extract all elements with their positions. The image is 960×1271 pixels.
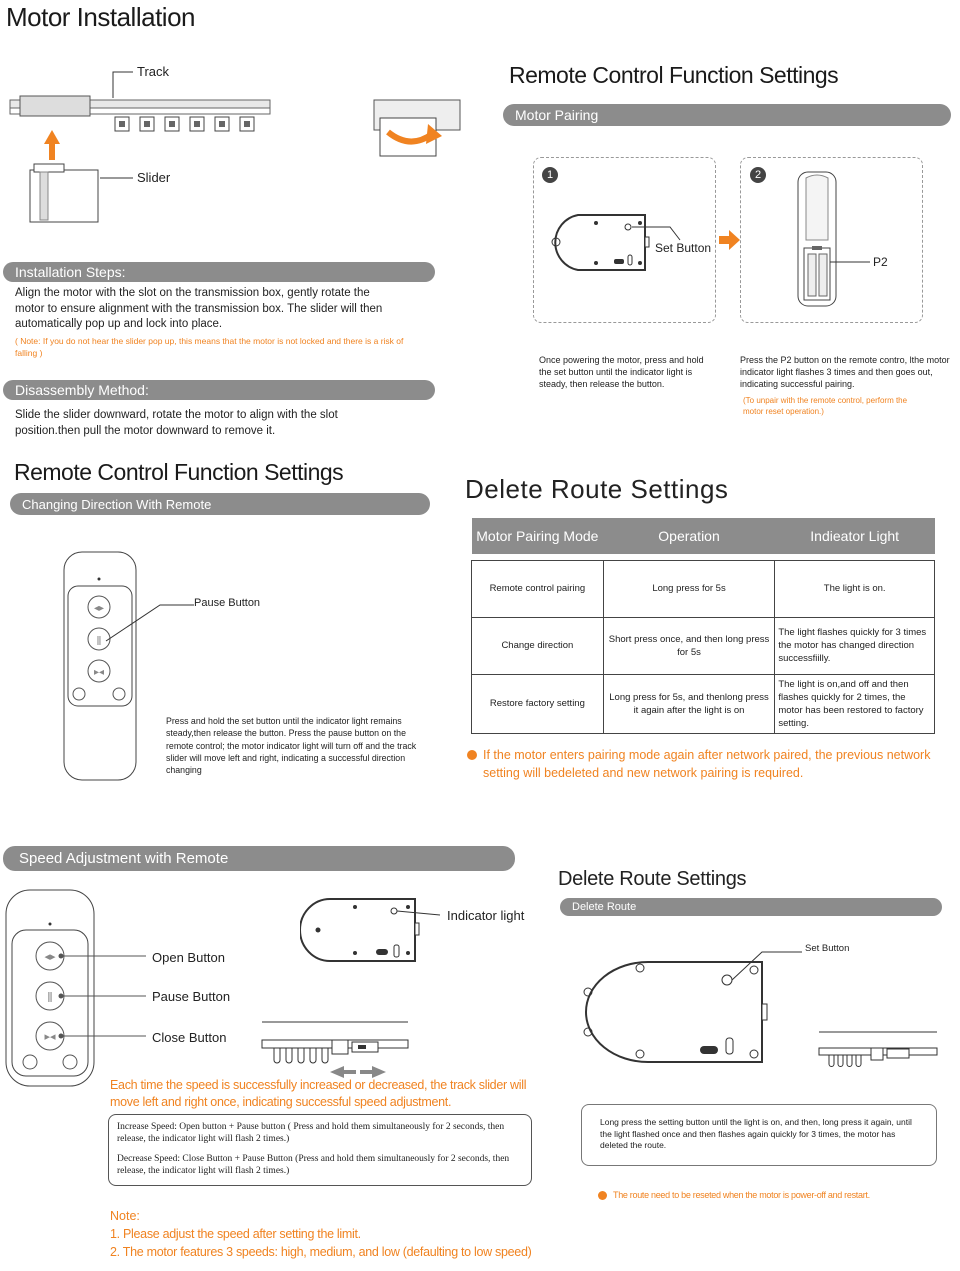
pairing-step2-note: (To unpair with the remote control, perform the motor reset operation.) [743, 396, 908, 416]
step-2-badge: 2 [750, 167, 766, 183]
speed-note-1: 1. Please adjust the speed after setting the limit. [110, 1227, 361, 1241]
table-cell: Long press for 5s, and thenlong press it again after the light is on [603, 674, 775, 733]
table-cell: The light is on. [775, 560, 935, 617]
track-label: Track [137, 64, 170, 79]
svg-text:▸◂: ▸◂ [93, 667, 105, 678]
arrow-right-icon [719, 229, 741, 251]
table-note [467, 746, 947, 782]
set-button-label: Set Button [655, 241, 712, 255]
table-cell: Change direction [472, 617, 604, 674]
delete-route-text: Long press the setting button until the light is on, and then, long press it again, until the light flashed once and then flashes again quickly for 3 times, the motor has deleted the route. [600, 1117, 912, 1150]
installation-steps-header: Installation Steps: [3, 262, 435, 282]
speed-orange-text: Each time the speed is successfully increased or decreased, the track slider will move left and right once, indicating successful speed adjustment. [110, 1078, 527, 1109]
open-button-label: Open Button [152, 950, 225, 965]
table-cell: The light flashes quickly for 3 times the motor has changed direction successfiilly. [775, 617, 935, 674]
direction-text: Press and hold the set button until the indicator light remains steady,then release the button. Press the pause button on the remote control; the motor indicator light will turn off and the track slider will move left and right, indicating a successful direction changing [166, 716, 417, 776]
pairing-title: Remote Control Function Settings [509, 62, 839, 88]
svg-text:◂▸: ◂▸ [44, 950, 56, 963]
table-cell: Short press once, and then long press for 5s [603, 617, 775, 674]
table-note-text: If the motor enters pairing mode again after network paired, the previous network setting will bedeleted and new network pairing is required. [483, 748, 931, 780]
p2-label: P2 [873, 255, 888, 269]
route-settings-table [471, 518, 935, 734]
table-cell: Restore factory setting [472, 674, 604, 733]
speed-adjustment-header: Speed Adjustment with Remote [3, 846, 515, 871]
svg-text:▸◂: ▸◂ [44, 1030, 56, 1043]
bullet-dot-icon [598, 1191, 607, 1200]
bullet-dot-icon [467, 750, 477, 760]
table-row [472, 617, 935, 674]
table-header: Indieator Light [775, 518, 935, 554]
speed-note-title: Note: [110, 1209, 140, 1223]
delete-set-button-label: Set Button [805, 943, 850, 954]
step-1-badge: 1 [542, 167, 558, 183]
disassembly-text: Slide the slider downward, rotate the motor to align with the slot position.then pull the motor downward to remove it. [15, 409, 338, 437]
decrease-speed-text: Decrease Speed: Close Button + Pause Button (Press and hold them simultaneously for 2 seconds, then release, the indicator light will flash 2 times.) [117, 1154, 510, 1176]
table-cell: Remote control pairing [472, 560, 604, 617]
speed-instructions-box [108, 1114, 532, 1186]
delete-route-box [581, 1104, 937, 1166]
track-slider-diagram [258, 1018, 418, 1078]
pairing-step2-text: Press the P2 button on the remote contro, lthe motor indicator light flashes 3 times and then goes out, indicating successful pairing. [740, 355, 950, 389]
speed-note-2: 2. The motor features 3 speeds: high, medium, and low (defaulting to low speed) [110, 1245, 532, 1259]
indicator-motor-diagram [300, 895, 450, 970]
speed-pause-button-label: Pause Button [152, 989, 231, 1004]
delete-route-table-title: Delete Route Settings [465, 474, 729, 504]
table-row [472, 674, 935, 733]
delete-route-note-text: The route need to be reseted when the motor is power-off and restart. [613, 1190, 870, 1200]
remote-back-diagram [790, 170, 890, 310]
pause-button-label: Pause Button [194, 597, 261, 609]
disassembly-header: Disassembly Method: [3, 380, 435, 400]
delete-route-motor-diagram [570, 940, 830, 1070]
installation-illustration [0, 60, 470, 230]
delete-route-note [598, 1190, 870, 1200]
increase-speed-text: Increase Speed: Open button + Pause button ( Press and hold them simultaneously for 2 seconds, then release, the indicator light will flash 2 times.) [117, 1122, 505, 1144]
table-header: Motor Pairing Mode [472, 518, 604, 554]
speed-remote-diagram [4, 888, 164, 1088]
svg-text:ǁ: ǁ [96, 635, 102, 646]
table-row [472, 560, 935, 617]
pairing-step1-text: Once powering the motor, press and hold the set button until the indicator light is steady, then release the button. [539, 355, 704, 389]
indicator-light-label: Indicator light [447, 908, 525, 923]
installation-note: ( Note: If you do not hear the slider pop up, this means that the motor is not locked and there is a risk of falling ) [15, 336, 404, 358]
svg-text:◂▸: ◂▸ [93, 603, 105, 614]
installation-steps-text: Align the motor with the slot on the transmission box, gently rotate the motor to ensure alignment with the transmission box. The slider will then automatically pop up and lock into place. [15, 287, 383, 330]
delete-track-diagram [815, 1030, 940, 1070]
motor-head-diagram [540, 185, 720, 285]
motor-installation-title: Motor Installation [6, 2, 195, 32]
motor-pairing-header: Motor Pairing [503, 104, 951, 126]
slider-label: Slider [137, 170, 171, 185]
svg-text:ǁ: ǁ [47, 990, 53, 1003]
close-button-label: Close Button [152, 1030, 227, 1045]
table-cell: The light is on,and off and then flashes quickly for 2 times, the motor has been restored to factory setting. [775, 674, 935, 733]
changing-direction-header: Changing Direction With Remote [10, 493, 430, 515]
direction-title: Remote Control Function Settings [14, 459, 344, 485]
table-header: Operation [603, 518, 775, 554]
delete-route-title: Delete Route Settings [558, 868, 747, 890]
delete-route-header: Delete Route [560, 898, 942, 916]
table-cell: Long press for 5s [603, 560, 775, 617]
